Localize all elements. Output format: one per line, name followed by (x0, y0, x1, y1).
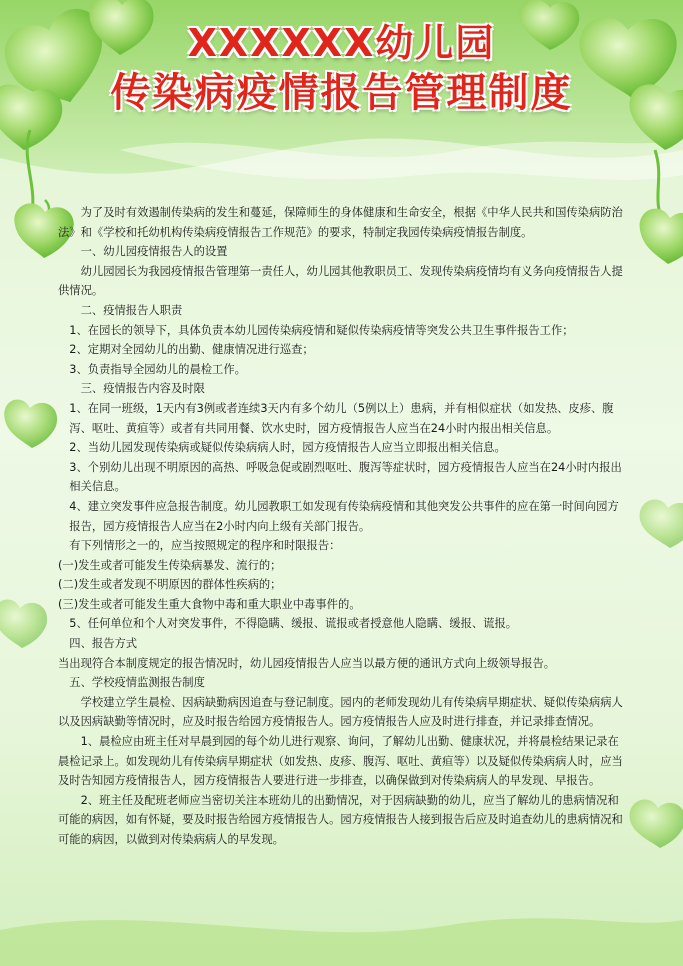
list-item: 5、任何单位和个人对突发事件，不得隐瞒、缓报、谎报或者授意他人隐瞒、缓报、谎报。 (69, 617, 518, 631)
list-item: 3、个别幼儿出现不明原因的高热、呼吸急促或剧烈呕吐、腹泻等症状时，园方疫情报告人应当在24小时内报出相关信息。 (69, 460, 622, 494)
list-item: 4、建立突发事件应急报告制度。幼儿园教职工如发现有传染病疫情和其他突发公共事件的应在第一时间向园方报告，园方疫情报告人应当在2小时内向上级有关部门报告。 (69, 499, 619, 533)
list-item: 2、当幼儿园发现传染病或疑似传染病病人时，园方疫情报告人应当立即报出相关信息。 (69, 441, 506, 455)
leaf-cluster-left-side (0, 399, 57, 648)
section-heading-4: 四、报告方式 (69, 637, 138, 651)
paragraph: 有下列情形之一的，应当按照规定的程序和时限报告： (69, 539, 341, 553)
section-heading-3: 三、疫情报告内容及时限 (80, 382, 205, 396)
list-item: 2、班主任及配班老师应当密切关注本班幼儿的出勤情况，对于因病缺勤的幼儿，应当了解幼儿的患病情况和可能的病因，如有怀疑，要及时报告给园方疫情报告人。园方疫情报告人接到报告后应及时追查幼儿的患病情况和可能的病因，以做到对传染病病人的早发现。 (58, 793, 623, 846)
list-item: 3、负责指导全园幼儿的晨检工作。 (69, 362, 246, 376)
list-item: 1、在同一班级，1天内有3例或者连续3天内有多个幼儿（5例以上）患病，并有相似症状（如发热、皮疹、腹泻、呕吐、黄疸等）或者有共同用餐、饮水史时，园方疫情报告人应当在24小时内报出相关信息。 (69, 401, 614, 435)
leaf-cluster-right-side (630, 499, 683, 848)
paragraph: 学校建立学生晨检、因病缺勤病因追查与登记制度。园内的老师发现幼儿有传染病早期症状、疑似传染病病人以及因病缺勤等情况时，应及时报告给园方疫情报告人。园方疫情报告人应及时进行排查，并记录排查情况。 (58, 695, 623, 729)
title-policy-name: 传染病疫情报告管理制度 (110, 70, 573, 116)
list-item: 2、定期对全园幼儿的出勤、健康情况进行巡查； (69, 343, 314, 357)
section-heading-1: 一、幼儿园疫情报告人的设置 (80, 245, 228, 259)
section-heading-2: 二、疫情报告人职责 (80, 303, 183, 317)
paragraph-intro: 为了及时有效遏制传染病的发生和蔓延，保障师生的身体健康和生命安全，根据《中华人民共和国传染病防治法》和《学校和托幼机构传染病疫情报告工作规范》的要求，特制定我园传染病疫情报告制度。 (58, 206, 623, 239)
list-item: (一)发生或者可能发生传染病暴发、流行的； (58, 558, 282, 572)
list-item: 1、在园长的领导下，具体负责本幼儿园传染病疫情和疑似传染病疫情等突发公共卫生事件报告工作； (69, 323, 574, 337)
document-body (58, 203, 630, 850)
paragraph: 幼儿园园长为我园疫情报告管理第一责任人，幼儿园其他教职员工、发现传染病疫情均有义务向疫情报告人提供情况。 (58, 264, 623, 298)
title-block (0, 20, 683, 118)
section-heading-5: 五、学校疫情监测报告制度 (69, 676, 205, 690)
paragraph: 当出现符合本制度规定的报告情况时，幼儿园疫情报告人应当以最方便的通讯方式向上级领导报告。 (58, 656, 556, 670)
title-school-name: XXXXXX幼儿园 (187, 21, 496, 65)
list-item: (二)发生或者发现不明原因的群体性疾病的； (58, 578, 282, 592)
list-item: 1、晨检应由班主任对早晨到园的每个幼儿进行观察、询问，了解幼儿出勤、健康状况，并将晨检结果记录在晨检记录上。如发现幼儿有传染病早期症状（如发热、皮疹、腹泻、呕吐、黄疸等）以及疑似传染病病人时，应当及时告知园方疫情报告人，园方疫情报告人要进行进一步排查，以确保做到对传染病病人的早发现、早报告。 (58, 735, 623, 788)
list-item: (三)发生或者可能发生重大食物中毒和重大职业中毒事件的。 (58, 597, 361, 611)
